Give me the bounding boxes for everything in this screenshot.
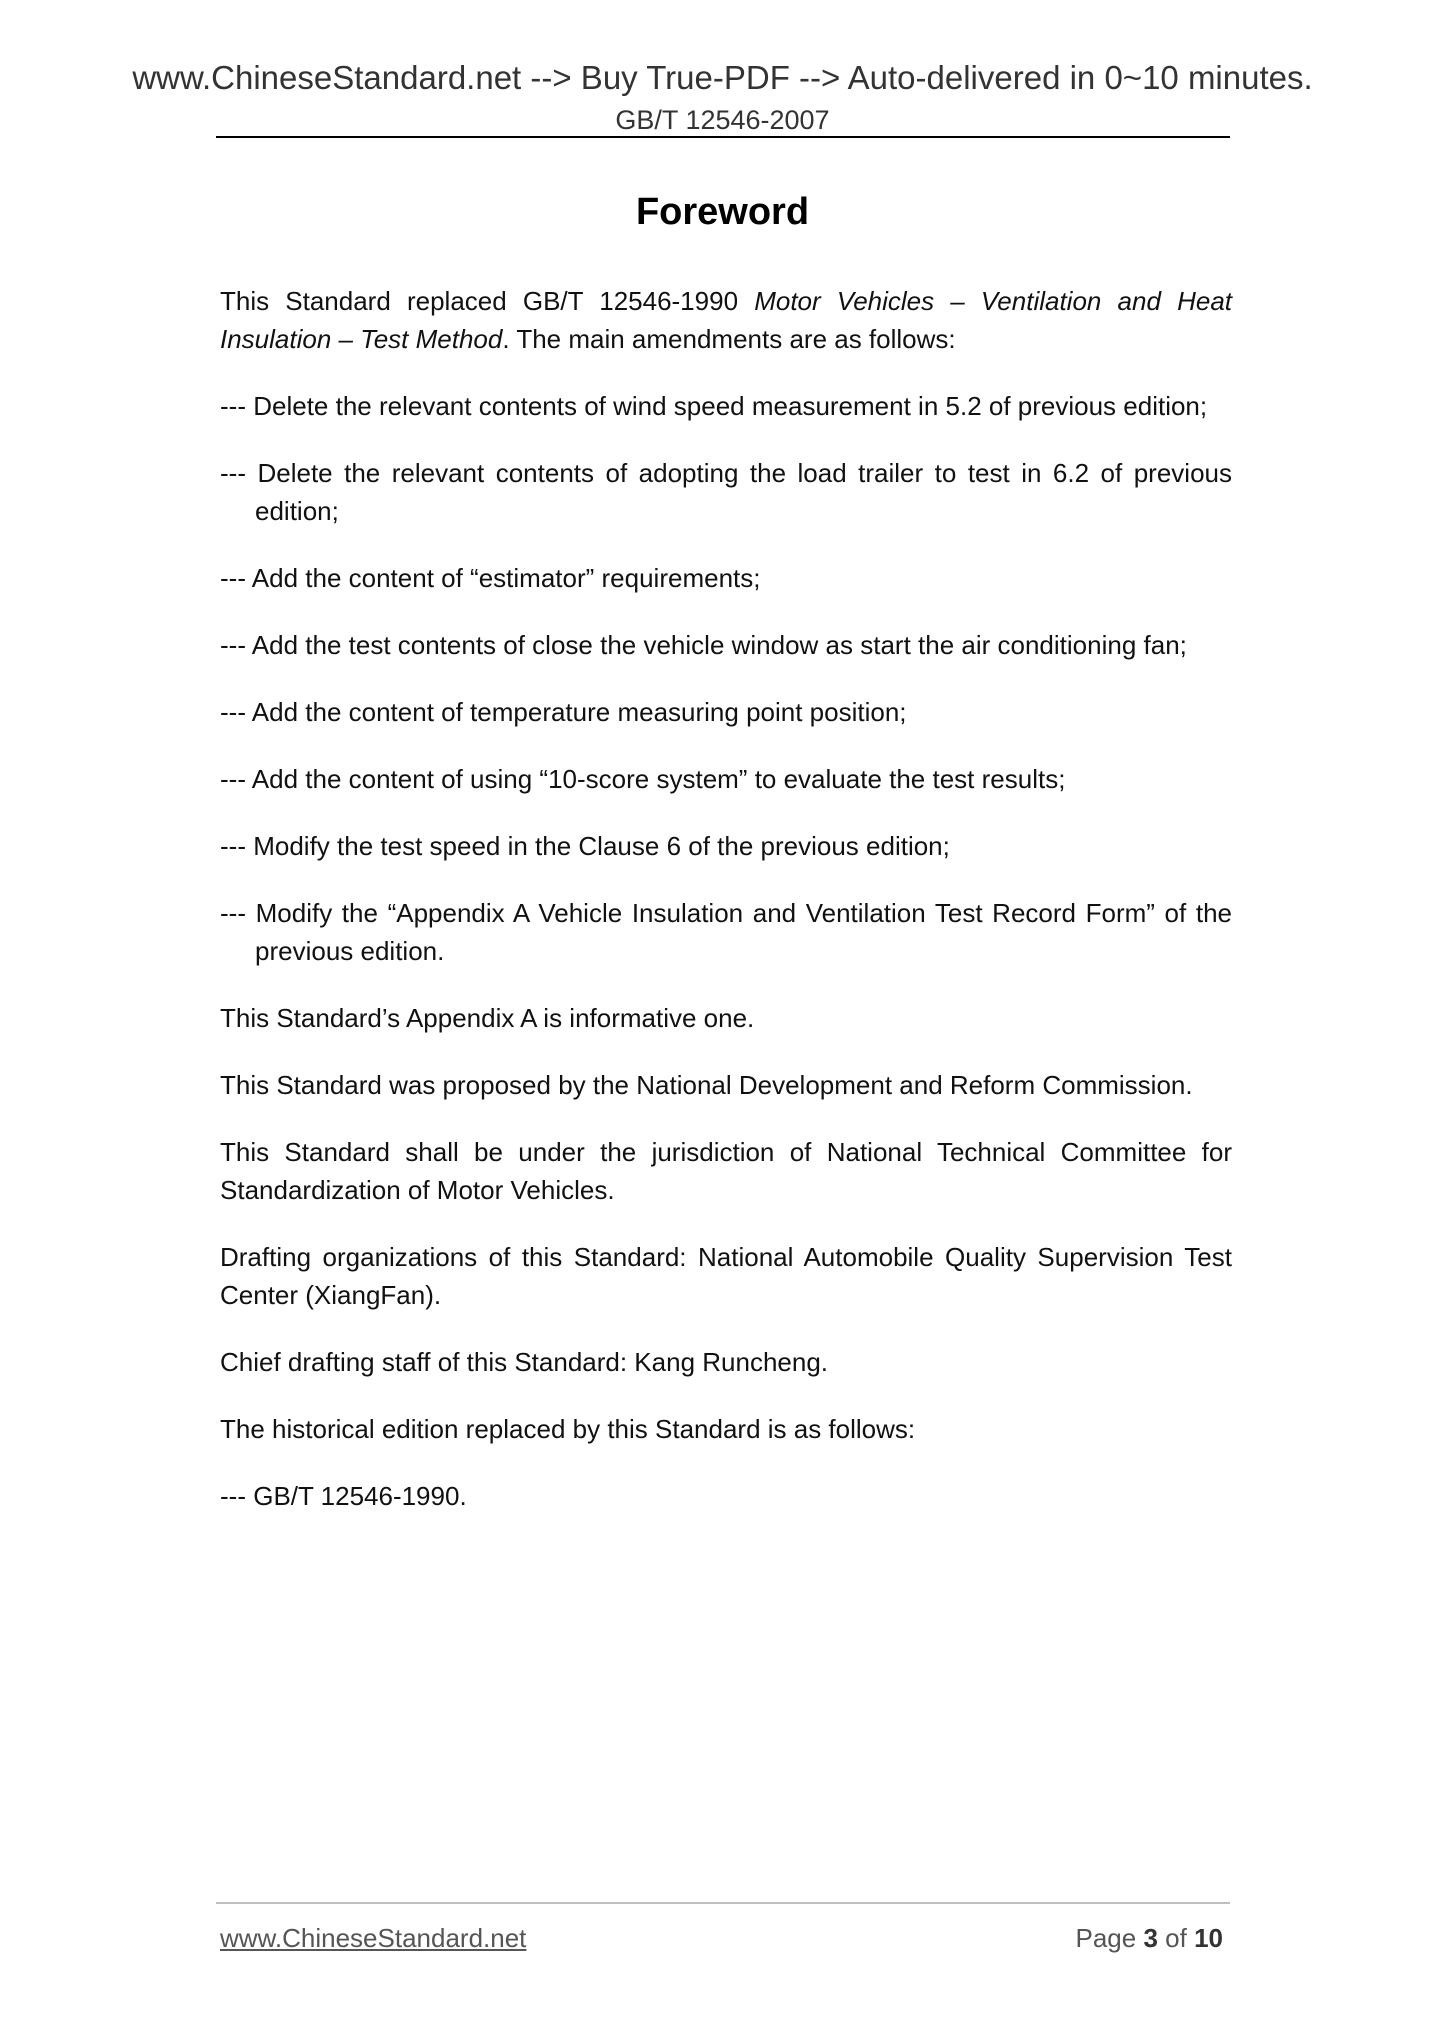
intro-text-1: This Standard replaced GB/T 12546-1990 xyxy=(220,286,755,316)
dash-marker: --- xyxy=(220,391,246,421)
amendment-item xyxy=(220,894,1232,970)
history-intro-paragraph: The historical edition replaced by this Standard is as follows: xyxy=(220,1414,916,1444)
dash-marker: --- xyxy=(220,563,246,593)
dash-marker: --- xyxy=(220,697,246,727)
dash-marker: --- xyxy=(220,764,246,794)
proposed-paragraph: This Standard was proposed by the National Development and Reform Commission. xyxy=(220,1070,1193,1100)
amendment-item xyxy=(220,693,1232,731)
appendix-paragraph: This Standard’s Appendix A is informative one. xyxy=(220,1003,755,1033)
amendment-item xyxy=(220,387,1232,425)
drafting-organizations-paragraph: Drafting organizations of this Standard: National Automobile Quality Supervision Test Center (XiangFan). xyxy=(220,1242,1232,1310)
page-number xyxy=(1075,1922,1223,1954)
intro-paragraph xyxy=(220,282,1232,358)
amendment-text: Add the content of “estimator” requirements; xyxy=(251,563,761,593)
dash-marker: --- xyxy=(220,1481,246,1511)
dash-marker: --- xyxy=(220,898,246,928)
page-of: of xyxy=(1165,1923,1187,1953)
amendment-item xyxy=(220,827,1232,865)
amendment-item xyxy=(220,559,1232,597)
history-item-text: GB/T 12546-1990. xyxy=(253,1481,467,1511)
document-body xyxy=(220,282,1232,1544)
footer-divider xyxy=(216,1902,1230,1904)
amendment-text: Modify the test speed in the Clause 6 of the previous edition; xyxy=(253,831,950,861)
amendment-item xyxy=(220,626,1232,664)
amendment-text: Add the content of temperature measuring point position; xyxy=(251,697,907,727)
page-title: Foreword xyxy=(635,191,810,233)
dash-marker: --- xyxy=(220,831,246,861)
replaced-standard-title: Motor Vehicles – Ventilation and Heat Insulation – Test Method xyxy=(220,286,1232,354)
jurisdiction-paragraph: This Standard shall be under the jurisdiction of National Technical Committee for Standardization of Motor Vehicles. xyxy=(220,1137,1232,1205)
header-divider xyxy=(216,136,1230,138)
page-label: Page xyxy=(1075,1923,1137,1953)
amendment-item xyxy=(220,760,1232,798)
standard-code: GB/T 12546-2007 xyxy=(615,105,830,135)
site-banner: www.ChineseStandard.net --> Buy True-PDF --> Auto-delivered in 0~10 minutes. xyxy=(132,59,1313,96)
drafting-staff-paragraph: Chief drafting staff of this Standard: Kang Runcheng. xyxy=(220,1347,829,1377)
amendment-text: Delete the relevant contents of wind speed measurement in 5.2 of previous edition; xyxy=(253,391,1208,421)
intro-text-2: . The main amendments are as follows: xyxy=(502,324,956,354)
amendment-text: Modify the “Appendix A Vehicle Insulation and Ventilation Test Record Form” of the previous edition. xyxy=(255,898,1232,966)
history-item xyxy=(220,1477,1232,1515)
dash-marker: --- xyxy=(220,458,246,488)
amendment-text: Delete the relevant contents of adopting the load trailer to test in 6.2 of previous edition; xyxy=(255,458,1232,526)
page-current: 3 xyxy=(1143,1923,1158,1953)
dash-marker: --- xyxy=(220,630,246,660)
amendment-text: Add the content of using “10-score system” to evaluate the test results; xyxy=(251,764,1066,794)
footer-site-link[interactable]: www.ChineseStandard.net xyxy=(220,1923,527,1953)
amendment-item xyxy=(220,454,1232,530)
amendment-text: Add the test contents of close the vehicle window as start the air conditioning fan; xyxy=(251,630,1187,660)
page-total: 10 xyxy=(1194,1923,1223,1953)
